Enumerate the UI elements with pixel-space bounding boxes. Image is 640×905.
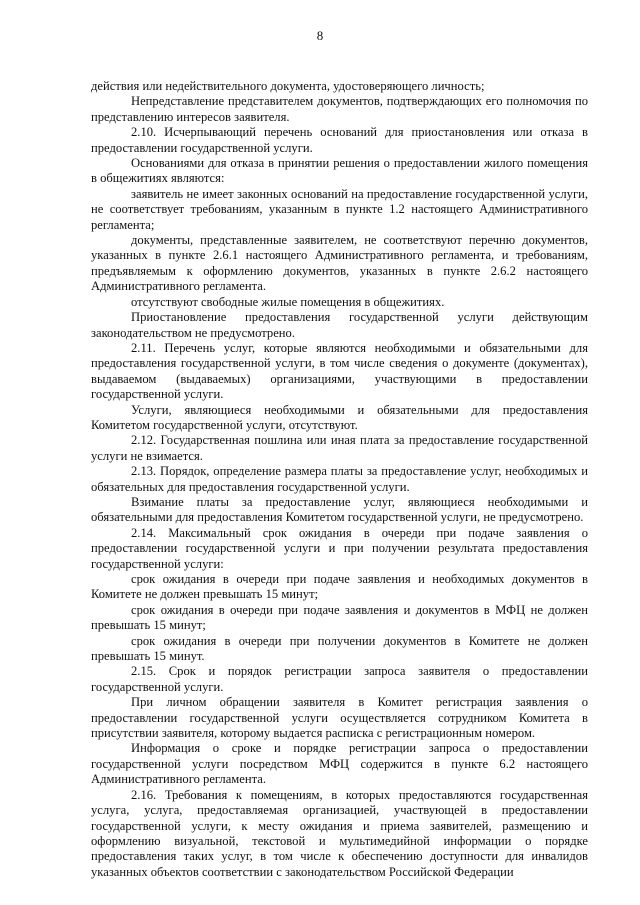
paragraph: 2.11. Перечень услуг, которые являются необходимыми и обязательными для предоставления государственной услуги, в том числе сведения о документе (документах), выдаваемом (выдаваемых) организациями, участвующими в предоставлении государственной услуги. bbox=[91, 340, 588, 402]
paragraph: 2.13. Порядок, определение размера платы за предоставление услуг, необходимых и обязательных для предоставления государственной услуги. bbox=[91, 464, 588, 494]
paragraph: Услуги, являющиеся необходимыми и обязательными для предоставления Комитетом государственной услуги, отсутствуют. bbox=[91, 402, 588, 432]
paragraph: 2.15. Срок и порядок регистрации запроса заявителя о предоставлении государственной услуги. bbox=[91, 664, 588, 694]
document-body bbox=[91, 79, 588, 880]
paragraph: Непредставление представителем документов, подтверждающих его полномочия по представлению интересов заявителя. bbox=[91, 94, 588, 124]
paragraph: действия или недействительного документа, удостоверяющего личность; bbox=[91, 79, 485, 93]
paragraph: Информация о сроке и порядке регистрации запроса о предоставлении государственной услуги посредством МФЦ содержится в пункте 6.2 настоящего Административного регламента. bbox=[91, 741, 588, 787]
paragraph: При личном обращении заявителя в Комитет регистрация заявления о предоставлении государственной услуги осуществляется сотрудником Комитета в присутствии заявителя, которому выдается расписка с регистрационным номером. bbox=[91, 695, 588, 741]
paragraph: документы, представленные заявителем, не соответствуют перечню документов, указанных в пункте 2.6.1 настоящего Административного регламента, и требованиям, предъявляемым к оформлению документов, указанных в пункте 2.6.2 настоящего Административного регламента. bbox=[91, 233, 588, 294]
paragraph: 2.14. Максимальный срок ожидания в очереди при подаче заявления о предоставлении государственной услуги и при получении результата предоставления государственной услуги: bbox=[91, 525, 588, 571]
paragraph: срок ожидания в очереди при подаче заявления и необходимых документов в Комитете не должен превышать 15 минут; bbox=[91, 572, 588, 602]
paragraph: 2.10. Исчерпывающий перечень оснований для приостановления или отказа в предоставлении государственной услуги. bbox=[91, 125, 588, 155]
paragraph: отсутствуют свободные жилые помещения в общежитиях. bbox=[131, 294, 445, 309]
paragraph: заявитель не имеет законных оснований на предоставление государственной услуги, не соответствует требованиям, указанным в пункте 1.2 настоящего Административного регламента; bbox=[91, 186, 588, 232]
paragraph: срок ожидания в очереди при подаче заявления и документов в МФЦ не должен превышать 15 минут; bbox=[91, 602, 588, 633]
paragraph: Приостановление предоставления государственной услуги действующим законодательством не предусмотрено. bbox=[91, 310, 588, 340]
paragraph: Основаниями для отказа в принятии решения о предоставлении жилого помещения в общежитиях являются: bbox=[91, 156, 588, 186]
paragraph: срок ожидания в очереди при получении документов в Комитете не должен превышать 15 минут. bbox=[91, 633, 588, 664]
paragraph: Взимание платы за предоставление услуг, являющиеся необходимыми и обязательными для предоставления Комитетом государственной услуги, не предусмотрено. bbox=[91, 494, 588, 525]
page-number: 8 bbox=[316, 28, 324, 43]
paragraph: 2.16. Требования к помещениям, в которых предоставляются государственная услуга, услуга, предоставляемая организацией, участвующей в предоставлении государственной услуги, к месту ожидания и приема заявителей, размещению и оформлению визуальной, текстовой и мультимедийной информации о порядке предоставления таких услуг, в том числе к обеспечению доступности для инвалидов указанных объектов соответствии с законодательством Российской Федерации bbox=[91, 787, 588, 879]
paragraph: 2.12. Государственная пошлина или иная плата за предоставление государственной услуги не взимается. bbox=[91, 433, 588, 463]
